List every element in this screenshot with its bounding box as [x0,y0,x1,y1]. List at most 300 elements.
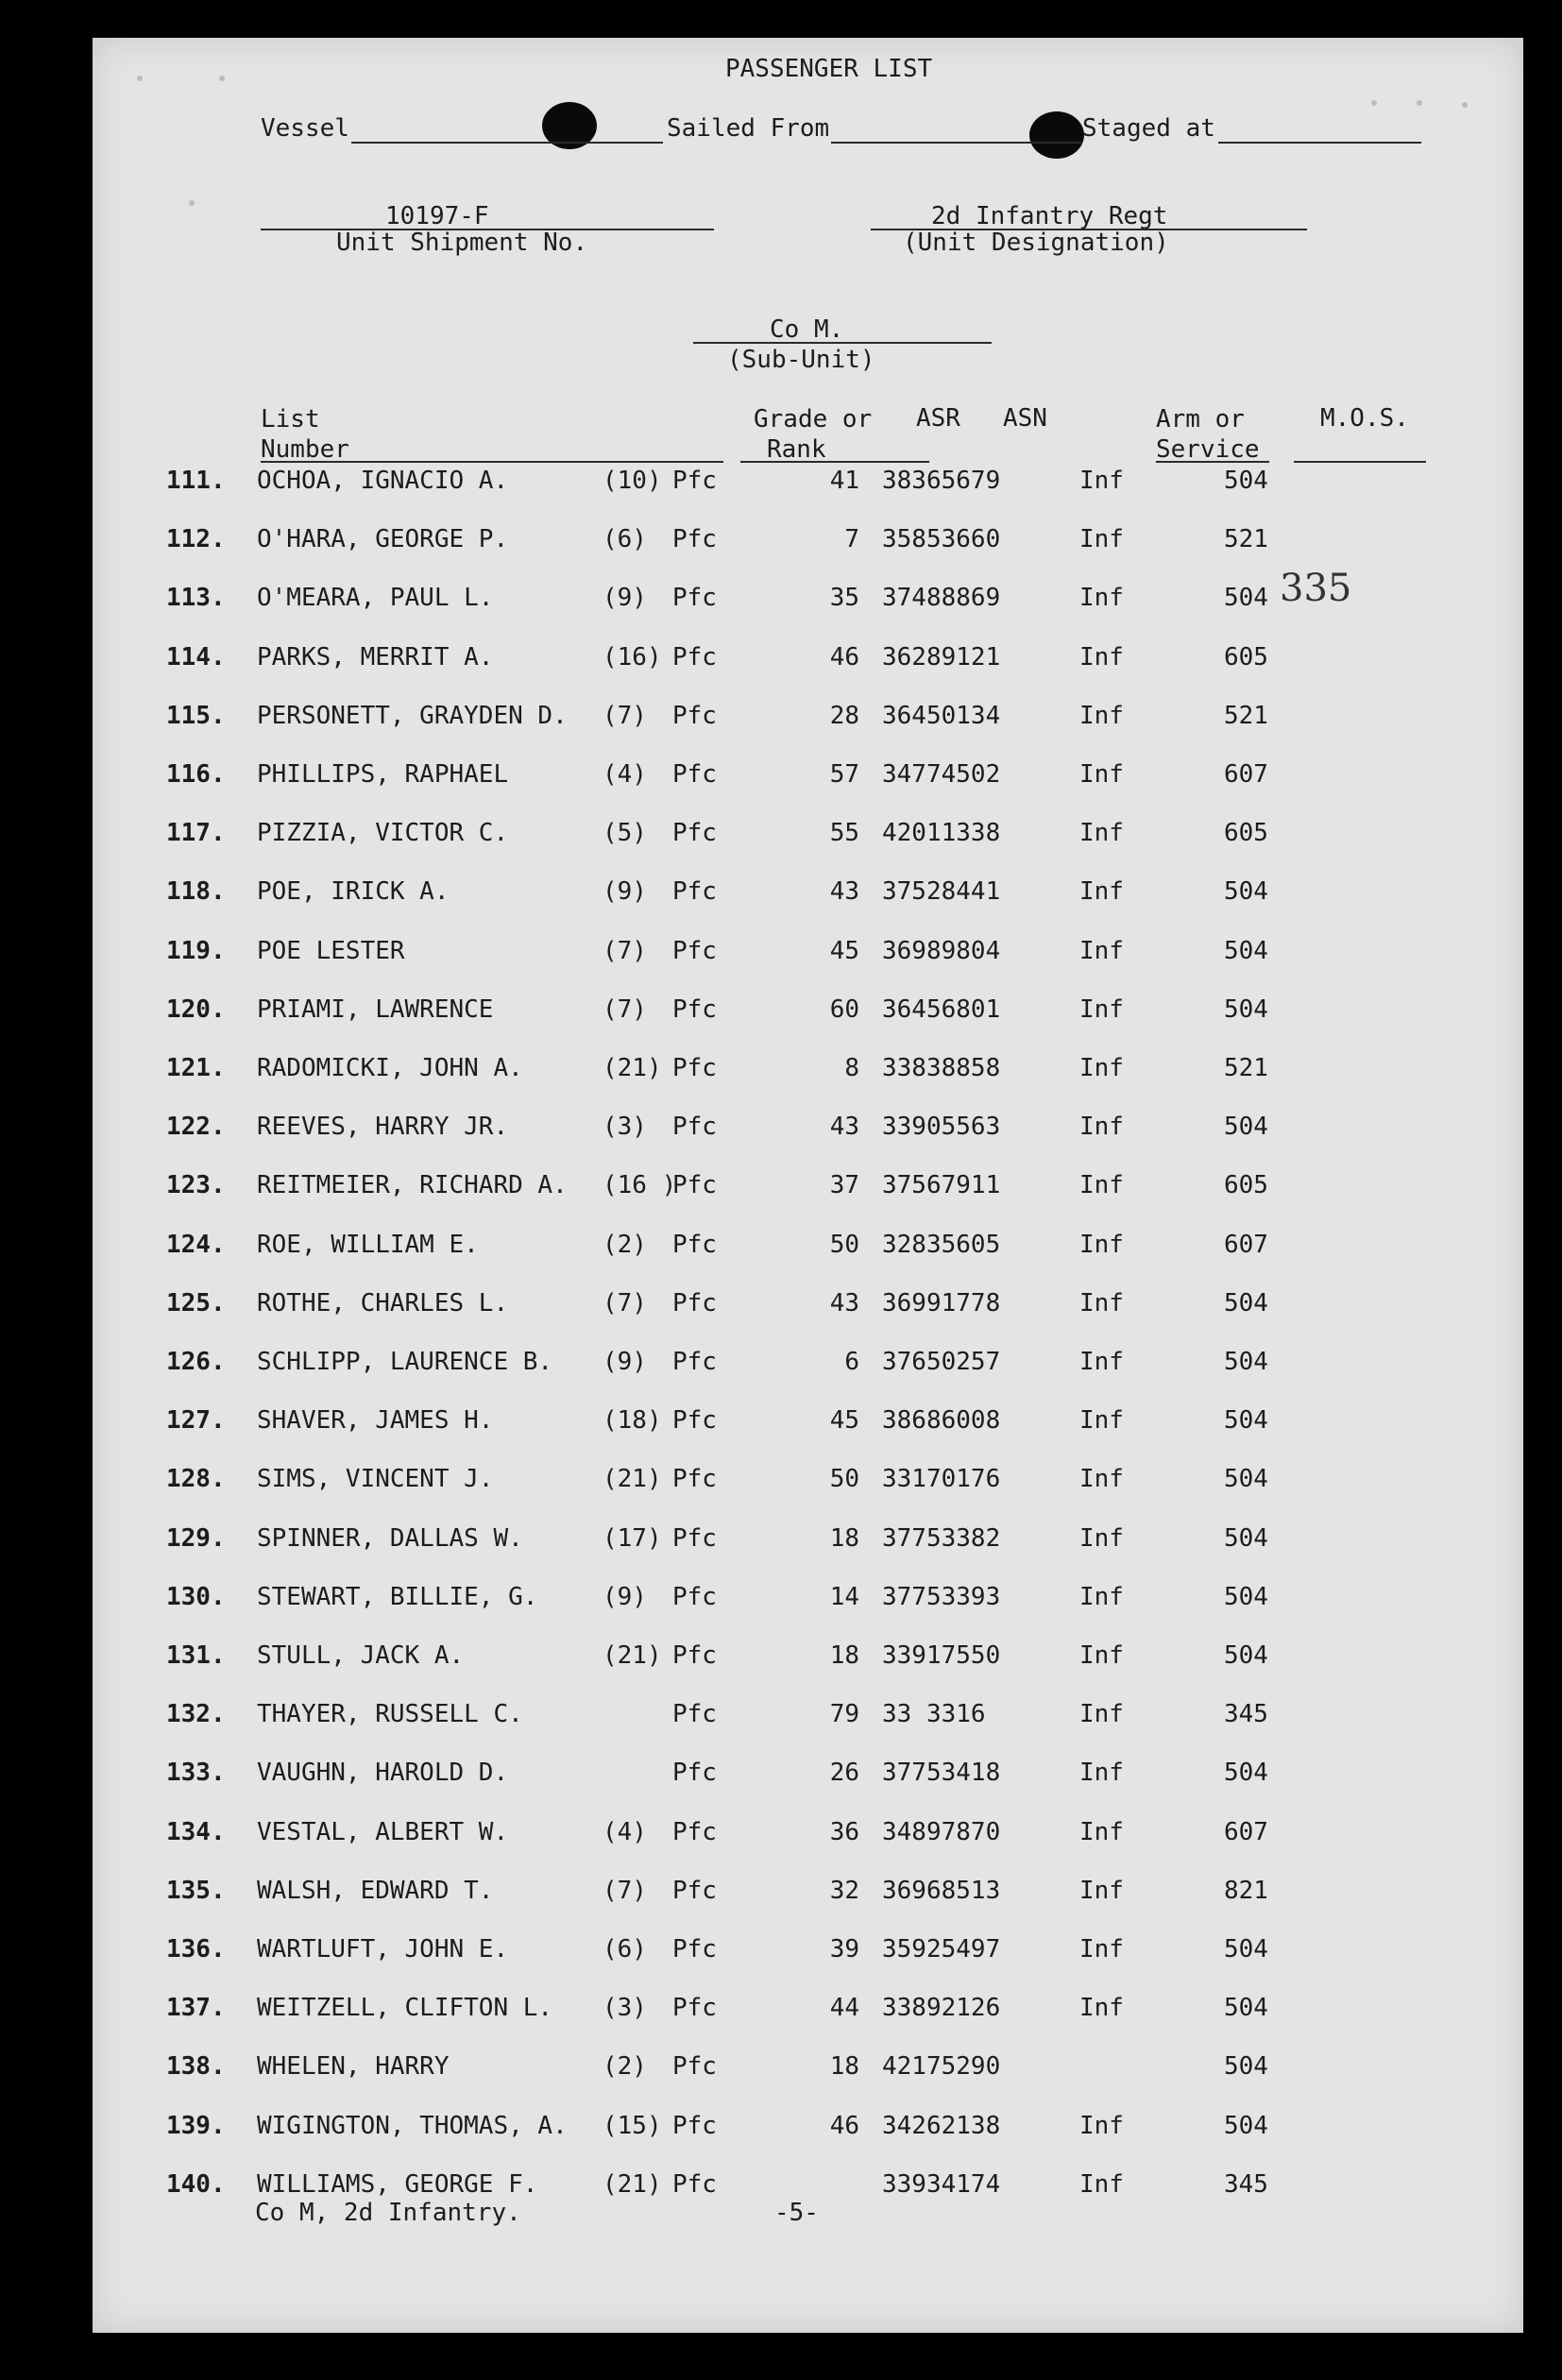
vessel-label: Vessel [261,114,349,143]
row-asn: 34774502 [882,760,1001,789]
scan-speck [219,76,225,81]
row-grade: (7) [603,701,647,730]
row-asn: 32835605 [882,1230,1001,1259]
row-asr: 18 [829,2052,859,2082]
row-list-number: 119. [166,936,226,965]
page-stamp-number: 335 [1280,567,1352,610]
row-asn: 33838858 [882,1054,1001,1082]
col-asr: ASR [916,404,960,433]
row-rank: Pfc [672,877,717,907]
row-arm: Inf [1079,467,1124,495]
row-rank: Pfc [672,1171,717,1200]
row-asr: 45 [829,936,859,965]
row-list-number: 123. [166,1171,226,1200]
col-grade [754,404,872,465]
row-name: O'HARA, GEORGE P. [257,525,509,554]
row-asn: 37753382 [882,1523,1001,1553]
scan-speck [1417,100,1422,106]
row-list-number: 124. [166,1230,226,1259]
col-list-number-line1: List [261,405,320,434]
row-name: STEWART, BILLIE, G. [257,1582,538,1611]
sailed-from-line [831,142,1081,144]
row-mos: 504 [1224,1759,1268,1788]
col-arm [1156,404,1260,465]
row-list-number: 118. [166,877,226,907]
row-name: WIGINGTON, THOMAS, A. [257,2111,568,2140]
row-asn: 38686008 [882,1406,1001,1436]
row-rank: Pfc [672,1113,717,1142]
row-asn: 36991778 [882,1288,1001,1318]
col-mos: M.O.S. [1320,404,1409,433]
table-row [0,2110,1431,2148]
row-rank: Pfc [672,1582,717,1611]
row-name: WHELEN, HARRY [257,2052,450,2082]
footer-page-number: -5- [774,2199,819,2227]
row-list-number: 112. [166,525,226,554]
row-asn: 37650257 [882,1348,1001,1376]
row-rank: Pfc [672,819,717,848]
row-asr: 43 [829,1288,859,1318]
row-list-number: 133. [166,1759,226,1788]
row-name: STULL, JACK A. [257,1641,465,1670]
row-name: SPINNER, DALLAS W. [257,1523,523,1553]
row-rank: Pfc [672,1288,717,1318]
unit-shipment-label: Unit Shipment No. [336,229,588,257]
row-grade: (16) [603,642,662,672]
col-arm-line1: Arm or [1156,405,1245,434]
row-list-number: 130. [166,1582,226,1611]
row-grade: (9) [603,877,647,907]
row-asr: 18 [829,1523,859,1553]
table-row [0,1698,1431,1736]
row-name: O'MEARA, PAUL L. [257,584,494,613]
unit-designation: 2d Infantry Regt [931,202,1168,230]
table-row [0,1404,1431,1442]
scan-speck [137,76,143,81]
table-row [0,1640,1431,1677]
row-name: ROTHE, CHARLES L. [257,1288,509,1318]
row-rank: Pfc [672,1406,717,1436]
row-mos: 504 [1224,2111,1268,2140]
row-grade: (6) [603,1935,647,1964]
col-asn: ASN [1003,404,1047,433]
row-mos: 607 [1224,760,1268,789]
row-arm: Inf [1079,1817,1124,1846]
row-rank: Pfc [672,936,717,965]
row-arm: Inf [1079,1054,1124,1082]
sub-unit-line [693,342,992,344]
row-list-number: 134. [166,1817,226,1846]
row-rank: Pfc [672,1465,717,1494]
header-underline-4 [1294,461,1426,463]
row-asn: 36968513 [882,1876,1001,1905]
col-arm-line2: Service [1156,435,1260,464]
row-grade: (6) [603,525,647,554]
header-underline-1 [261,461,723,463]
row-arm: Inf [1079,994,1124,1024]
row-list-number: 122. [166,1113,226,1142]
row-mos: 345 [1224,2169,1268,2199]
table-row [0,1169,1431,1207]
row-list-number: 114. [166,642,226,672]
row-asr: 6 [844,1348,859,1376]
row-asn: 36289121 [882,642,1001,672]
row-mos: 504 [1224,1113,1268,1142]
row-mos: 821 [1224,1876,1268,1905]
row-name: RADOMICKI, JOHN A. [257,1054,523,1082]
row-list-number: 117. [166,819,226,848]
row-name: WILLIAMS, GEORGE F. [257,2169,538,2199]
row-grade: (21) [603,1641,662,1670]
row-rank: Pfc [672,2169,717,2199]
row-name: REITMEIER, RICHARD A. [257,1171,568,1200]
row-list-number: 135. [166,1876,226,1905]
row-grade: (3) [603,1994,647,2023]
table-row [0,2168,1431,2206]
row-list-number: 139. [166,2111,226,2140]
table-row [0,935,1431,973]
row-arm: Inf [1079,1935,1124,1964]
vessel-line [351,142,663,144]
row-grade: (9) [603,1582,647,1611]
col-list-number [261,404,349,465]
row-rank: Pfc [672,642,717,672]
table-row [0,1522,1431,1560]
row-arm: Inf [1079,877,1124,907]
row-list-number: 129. [166,1523,226,1553]
row-mos: 504 [1224,936,1268,965]
row-list-number: 131. [166,1641,226,1670]
row-mos: 521 [1224,1054,1268,1082]
row-asr: 50 [829,1465,859,1494]
sub-unit-label: (Sub-Unit) [727,346,875,374]
row-asn: 33917550 [882,1641,1001,1670]
row-mos: 504 [1224,1994,1268,2023]
row-list-number: 140. [166,2169,226,2199]
row-rank: Pfc [672,2052,717,2082]
row-name: SCHLIPP, LAURENCE B. [257,1348,553,1376]
table-row [0,1992,1431,2030]
row-asn: 36456801 [882,994,1001,1024]
row-arm: Inf [1079,1700,1124,1729]
row-asr: 18 [829,1641,859,1670]
row-mos: 521 [1224,525,1268,554]
row-asr: 55 [829,819,859,848]
row-mos: 521 [1224,701,1268,730]
row-name: PRIAMI, LAWRENCE [257,994,494,1024]
row-arm: Inf [1079,584,1124,613]
row-name: WEITZELL, CLIFTON L. [257,1994,553,2023]
table-row [0,1875,1431,1912]
row-mos: 504 [1224,1641,1268,1670]
row-asn: 33905563 [882,1113,1001,1142]
table-row [0,1052,1431,1090]
row-asn: 37567911 [882,1171,1001,1200]
row-asr: 45 [829,1406,859,1436]
row-grade: (17) [603,1523,662,1553]
row-list-number: 111. [166,467,226,495]
row-mos: 504 [1224,1465,1268,1494]
row-arm: Inf [1079,1876,1124,1905]
row-asn: 36989804 [882,936,1001,965]
row-grade: (15) [603,2111,662,2140]
row-asr: 46 [829,642,859,672]
row-rank: Pfc [672,760,717,789]
row-arm: Inf [1079,1759,1124,1788]
row-rank: Pfc [672,994,717,1024]
unit-designation-label: (Unit Designation) [903,229,1169,257]
row-mos: 504 [1224,467,1268,495]
row-name: SHAVER, JAMES H. [257,1406,494,1436]
row-asr: 39 [829,1935,859,1964]
row-arm: Inf [1079,1994,1124,2023]
row-mos: 605 [1224,642,1268,672]
header-underline-2 [740,461,929,463]
row-arm: Inf [1079,1641,1124,1670]
table-row [0,641,1431,679]
row-asr: 32 [829,1876,859,1905]
row-asn: 35925497 [882,1935,1001,1964]
row-grade: (7) [603,936,647,965]
row-asn: 34897870 [882,1817,1001,1846]
row-asn: 35853660 [882,525,1001,554]
row-grade: (10) [603,467,662,495]
row-name: POE LESTER [257,936,405,965]
row-list-number: 132. [166,1700,226,1729]
row-arm: Inf [1079,2111,1124,2140]
row-grade: (21) [603,1465,662,1494]
row-list-number: 116. [166,760,226,789]
table-row [0,1346,1431,1384]
row-asr: 36 [829,1817,859,1846]
row-list-number: 115. [166,701,226,730]
table-row [0,876,1431,913]
row-grade: (9) [603,1348,647,1376]
row-mos: 504 [1224,994,1268,1024]
row-grade: (5) [603,819,647,848]
row-list-number: 125. [166,1288,226,1318]
row-asn: 42011338 [882,819,1001,848]
table-row [0,1111,1431,1148]
row-asr: 57 [829,760,859,789]
table-row [0,758,1431,796]
row-mos: 504 [1224,1523,1268,1553]
row-name: PARKS, MERRIT A. [257,642,494,672]
row-name: VESTAL, ALBERT W. [257,1817,509,1846]
table-row [0,1287,1431,1325]
row-mos: 504 [1224,584,1268,613]
row-mos: 345 [1224,1700,1268,1729]
row-arm: Inf [1079,642,1124,672]
table-row [0,1933,1431,1971]
staged-at-line [1218,142,1421,144]
table-row [0,2050,1431,2088]
row-asr: 7 [844,525,859,554]
row-asr: 14 [829,1582,859,1611]
row-arm: Inf [1079,819,1124,848]
sub-unit: Co M. [770,315,844,344]
row-list-number: 128. [166,1465,226,1494]
row-grade: (18) [603,1406,662,1436]
row-rank: Pfc [672,701,717,730]
row-name: THAYER, RUSSELL C. [257,1700,523,1729]
row-name: VAUGHN, HAROLD D. [257,1759,509,1788]
row-list-number: 120. [166,994,226,1024]
row-arm: Inf [1079,525,1124,554]
row-rank: Pfc [672,1994,717,2023]
row-grade: (4) [603,760,647,789]
row-grade: (7) [603,994,647,1024]
table-row [0,582,1431,620]
form-title: PASSENGER LIST [725,55,933,83]
row-arm: Inf [1079,936,1124,965]
row-arm: Inf [1079,760,1124,789]
col-grade-line2: Rank [767,435,826,464]
row-asn: 33 3316 [882,1700,986,1729]
table-row [0,700,1431,738]
table-row [0,465,1431,502]
table-row [0,523,1431,561]
col-list-number-line2: Number [261,435,349,464]
row-rank: Pfc [672,1700,717,1729]
row-arm: Inf [1079,1465,1124,1494]
row-asr: 43 [829,1113,859,1142]
row-name: WARTLUFT, JOHN E. [257,1935,509,1964]
table-row [0,1463,1431,1501]
row-asr: 60 [829,994,859,1024]
row-list-number: 138. [166,2052,226,2082]
row-arm: Inf [1079,1523,1124,1553]
row-arm: Inf [1079,1348,1124,1376]
row-rank: Pfc [672,1348,717,1376]
row-arm: Inf [1079,1582,1124,1611]
row-rank: Pfc [672,1054,717,1082]
row-arm: Inf [1079,1113,1124,1142]
row-arm: Inf [1079,1406,1124,1436]
row-list-number: 113. [166,584,226,613]
row-arm: Inf [1079,701,1124,730]
row-rank: Pfc [672,1759,717,1788]
footer-unit: Co M, 2d Infantry. [255,2199,521,2227]
table-row [0,1229,1431,1266]
row-asr: 43 [829,877,859,907]
scan-speck [1462,102,1468,108]
row-mos: 607 [1224,1817,1268,1846]
row-rank: Pfc [672,584,717,613]
row-list-number: 127. [166,1406,226,1436]
table-row [0,1816,1431,1854]
row-list-number: 126. [166,1348,226,1376]
row-list-number: 136. [166,1935,226,1964]
row-name: POE, IRICK A. [257,877,450,907]
row-arm: Inf [1079,1288,1124,1318]
row-name: REEVES, HARRY JR. [257,1113,509,1142]
staged-at-label: Staged at [1082,114,1215,143]
row-rank: Pfc [672,1641,717,1670]
row-arm: Inf [1079,1230,1124,1259]
row-list-number: 137. [166,1994,226,2023]
row-grade: (21) [603,1054,662,1082]
row-asr: 35 [829,584,859,613]
row-grade: (4) [603,1817,647,1846]
unit-shipment-number: 10197-F [385,202,489,230]
row-mos: 607 [1224,1230,1268,1259]
row-asn: 38365679 [882,467,1001,495]
row-rank: Pfc [672,1935,717,1964]
row-mos: 504 [1224,1288,1268,1318]
row-asr: 41 [829,467,859,495]
row-mos: 504 [1224,1935,1268,1964]
row-mos: 504 [1224,877,1268,907]
table-row [0,1757,1431,1794]
row-asn: 36450134 [882,701,1001,730]
row-rank: Pfc [672,2111,717,2140]
row-asr: 28 [829,701,859,730]
row-asn: 33892126 [882,1994,1001,2023]
row-name: PHILLIPS, RAPHAEL [257,760,509,789]
row-asr: 26 [829,1759,859,1788]
row-name: ROE, WILLIAM E. [257,1230,479,1259]
punch-hole-right [1029,111,1084,159]
row-asn: 37488869 [882,584,1001,613]
row-asr: 50 [829,1230,859,1259]
table-row [0,1581,1431,1619]
row-rank: Pfc [672,1876,717,1905]
row-mos: 504 [1224,1582,1268,1611]
row-grade: (7) [603,1288,647,1318]
row-name: PERSONETT, GRAYDEN D. [257,701,568,730]
row-mos: 504 [1224,1348,1268,1376]
row-asn: 33170176 [882,1465,1001,1494]
row-asr: 37 [829,1171,859,1200]
table-row [0,994,1431,1031]
row-mos: 605 [1224,819,1268,848]
row-asr: 46 [829,2111,859,2140]
row-grade: (2) [603,1230,647,1259]
row-rank: Pfc [672,525,717,554]
row-asr: 8 [844,1054,859,1082]
row-asn: 34262138 [882,2111,1001,2140]
row-asr: 44 [829,1994,859,2023]
row-arm: Inf [1079,1171,1124,1200]
row-list-number: 121. [166,1054,226,1082]
sailed-from-label: Sailed From [667,114,830,143]
row-name: SIMS, VINCENT J. [257,1465,494,1494]
row-arm: Inf [1079,2169,1124,2199]
row-asn: 37753393 [882,1582,1001,1611]
row-asn: 37528441 [882,877,1001,907]
row-rank: Pfc [672,467,717,495]
row-mos: 504 [1224,1406,1268,1436]
header-underline-3 [1156,461,1269,463]
row-name: WALSH, EDWARD T. [257,1876,494,1905]
row-rank: Pfc [672,1817,717,1846]
row-grade: (7) [603,1876,647,1905]
scan-speck [1371,100,1377,106]
col-grade-line1: Grade or [754,405,873,434]
row-grade: (21) [603,2169,662,2199]
row-rank: Pfc [672,1523,717,1553]
row-name: PIZZIA, VICTOR C. [257,819,509,848]
row-rank: Pfc [672,1230,717,1259]
row-grade: (16 ) [603,1171,677,1200]
row-name: OCHOA, IGNACIO A. [257,467,509,495]
row-grade: (9) [603,584,647,613]
scan-speck [189,200,195,206]
row-mos: 504 [1224,2052,1268,2082]
row-asn: 37753418 [882,1759,1001,1788]
row-grade: (2) [603,2052,647,2082]
